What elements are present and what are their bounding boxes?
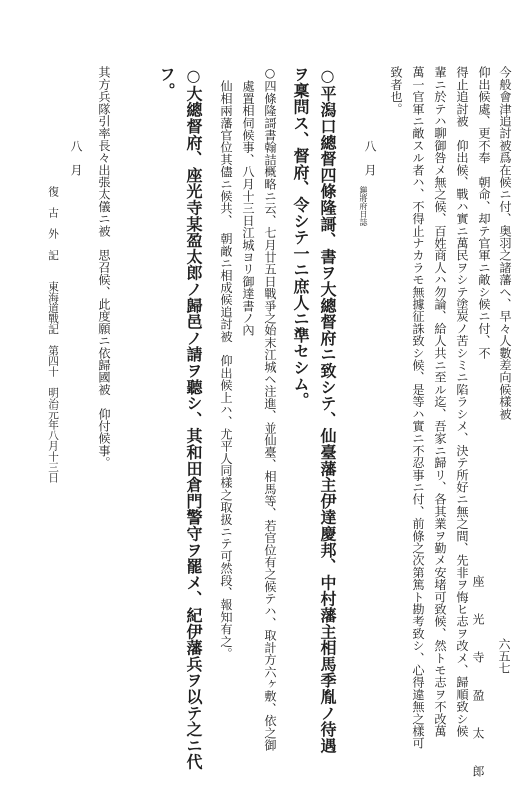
item2-line-1: ○大總督府、座光寺某盈太郎ノ歸邑ノ請ヲ聽シ、其和田倉門警守ヲ罷メ、紀伊藩兵ヲ以テ之ニ代 [184,66,203,770]
letter-line-2: 仰出候處、更不奉 朝命、却テ官軍ニ敵シ候ニ付、不 [477,66,491,359]
item1-detail-line-2: 處置相伺候事、八月十三日江城ヨリ御達書ノ內 [241,80,255,337]
item1-detail-line-3: 仙相兩藩官位其儘ニ候共、 朝敵ニ相成候追討被 仰出候上ハ、尤平人同樣之取扱ニテ可然段、報知有之。 [219,80,233,660]
letter-line-1: 今般會津追討被爲在候ニ付、奥羽之諸藩ヘ、早々人數差向候樣被 [498,66,512,420]
item2-line-2: フ。 [157,66,176,99]
item1-detail-line-1: ○四條隆謌書翰詰概略ニ云、七月廿五日戰爭之始末江城ヘ注進、並仙臺、相馬等、若官位有之候テハ、取計方六ヶ敷、依之御 [263,66,277,751]
letter-date: 八 月 [363,140,377,176]
letter-line-6: 致者也。 [389,66,403,115]
letter-line-3: 得止追討被 仰出候、戰ハ實ニ萬民ヲシテ塗炭ノ苦シミニ陷ラシメ、決テ所好ニ無之間、先非ヲ悔ヒ志ヲ改メ、歸順致シ候 [455,66,469,737]
item2-detail-date: 八 月 [69,140,83,176]
item2-detail-line-1: 其方兵隊引率長々出張太儀ニ被 思召候、此度願ニ依歸國被 仰付候事。 [97,66,111,469]
letter-signer: 鎭將府日誌 [359,186,368,226]
author-name: 座 光 寺 盈 太 郎 [471,575,485,783]
item1-line-2: ヲ稟問ス、督府、令シテ一ニ庶人ニ準セシム。 [291,66,310,409]
source-citation: 復 古 外 記 東海道戰記 第四十 明治元年八月十三日 [47,186,59,483]
letter-line-4: 輩ニ於テハ聊御咎メ無之候、百姓商人ハ勿論、給人共ニ至ル迄、吾家ニ歸リ、各其業ヲ勤メ安堵可致候、然トモ志ヲ不改萬 [433,66,447,737]
page-number: 六五七 [497,638,511,674]
letter-line-5: 萬一官軍ニ敵スル者ハ、不得止ナカラモ無據征誅致シ候、是等ハ實ニ不忍事ニ付、前條之次第篤ト勘考致シ、心得違無之樣可 [411,66,425,750]
item1-line-1: ○平潟口總督四條隆謌、書ヲ大總督府ニ致シテ、仙臺藩主伊達慶邦、中村藩主相馬季胤ノ待遇 [318,66,337,754]
